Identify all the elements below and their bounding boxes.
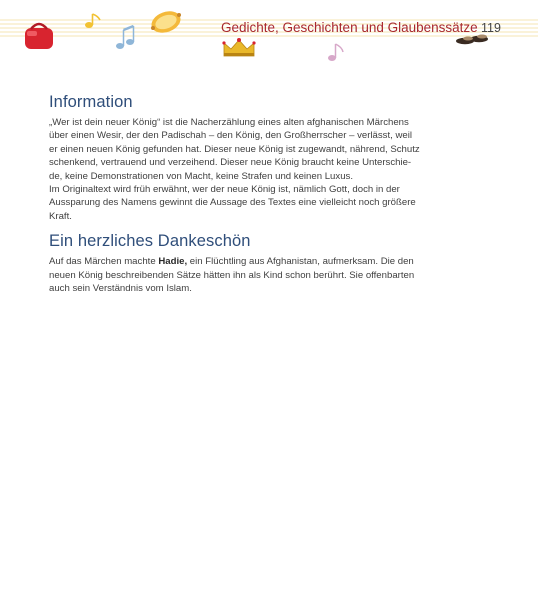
information-paragraph — [49, 116, 459, 223]
text-line — [49, 255, 459, 268]
page-header — [0, 0, 538, 72]
yellow-note-icon — [85, 14, 100, 28]
text-line: er einen neuen König gefunden hat. Dieser neue König ist zugewandt, nährend, Schutz — [49, 143, 420, 155]
running-title: Gedichte, Geschichten und Glaubenssätze — [221, 20, 478, 35]
main-content — [49, 93, 459, 295]
text-line: Kraft. — [49, 210, 72, 222]
text-line: Aussparung des Namens gewinnt die Aussage des Textes eine vielleicht noch größere — [49, 197, 416, 209]
section-heading-dankeschoen: Ein herzliches Dankeschön — [49, 232, 251, 251]
text-line: neuen König beschreibenden Sätze hätten ihn als Kind schon berührt. Sie offenbarten — [49, 269, 415, 281]
text-span: ein Flüchtling aus Afghanistan, aufmerksam. Die den — [187, 256, 414, 268]
text-line: über einen Wesir, der den Padischah – den König, den Großherrscher – verlässt, weil — [49, 130, 412, 142]
page-number: 119 — [481, 21, 501, 35]
music-staff-decoration — [0, 0, 538, 72]
text-line: „Wer ist dein neuer König“ ist die Nacherzählung eines alten afghanischen Märchens — [49, 117, 409, 128]
section-heading-information: Information — [49, 93, 133, 111]
text-line: de, keine Demonstrationen von Macht, keine Strafen und keinen Luxus. — [49, 170, 353, 182]
crown-icon — [222, 38, 255, 56]
text-line: auch sein Verständnis vom Islam. — [49, 283, 192, 295]
text-line: Im Originaltext wird früh erwähnt, wer der neue König ist, nämlich Gott, doch in der — [49, 184, 400, 196]
blue-note-icon — [116, 26, 134, 49]
text-line: schenkend, vertrauend und verzeihend. Dieser neue König braucht keine Unterschie- — [49, 157, 412, 169]
name-hadie: Hadie, — [158, 256, 188, 268]
pink-note-icon — [328, 44, 343, 61]
text-span: Auf das Märchen machte — [49, 256, 159, 268]
dankeschoen-paragraph — [49, 255, 459, 295]
